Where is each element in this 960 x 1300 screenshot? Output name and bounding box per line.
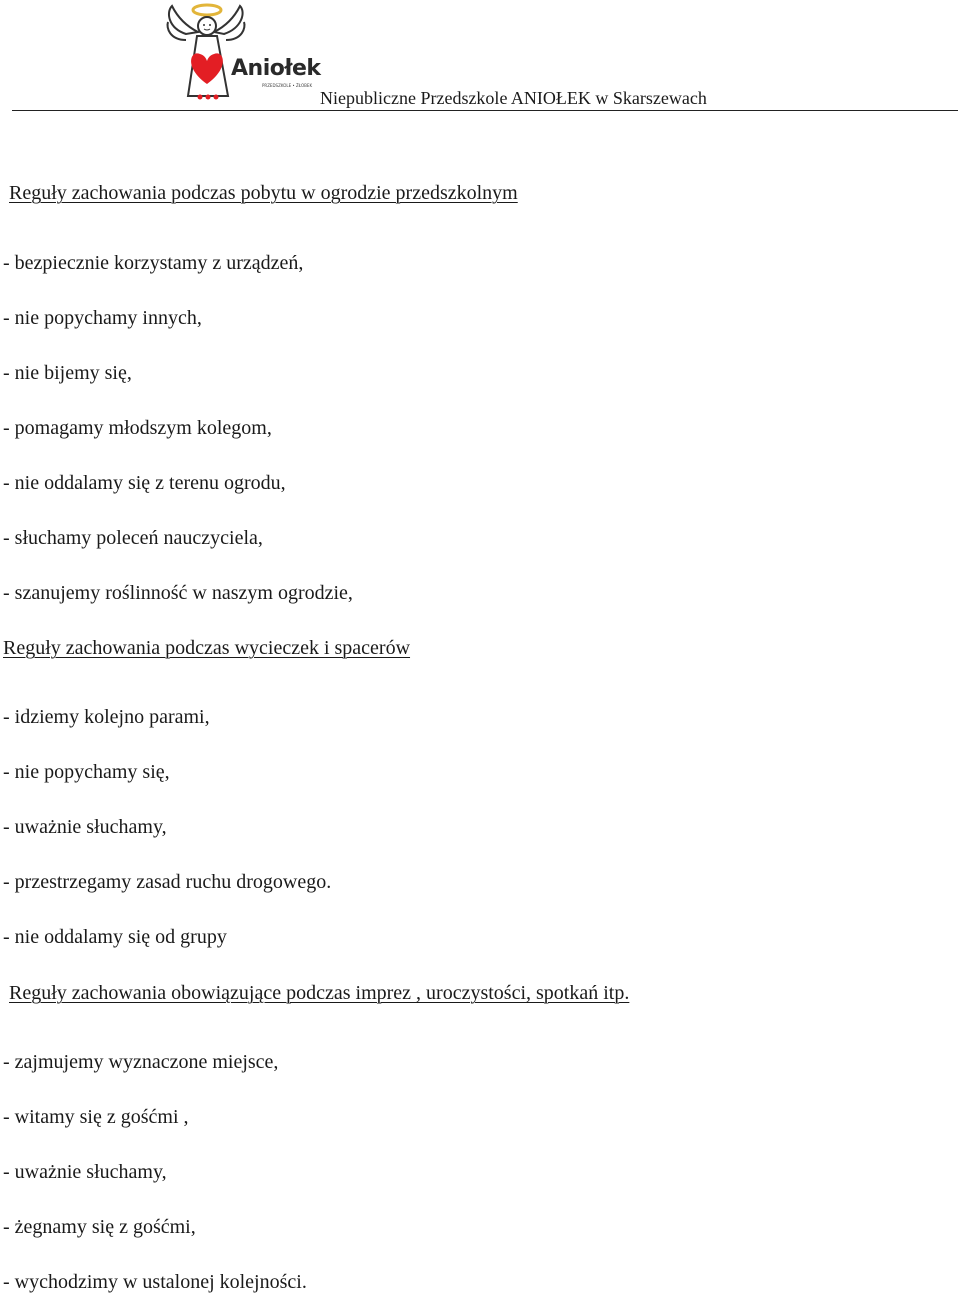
list-item: - witamy się z gośćmi , — [3, 1106, 189, 1128]
logo-subtext: PRZEDSZKOLE • ŻŁOBEK — [262, 83, 313, 88]
list-item: - idziemy kolejno parami, — [3, 706, 210, 728]
header-divider — [12, 110, 958, 111]
section-heading-garden: Reguły zachowania podczas pobytu w ogrodzie przedszkolnym — [9, 182, 518, 204]
logo — [164, 0, 324, 106]
list-item: - uważnie słuchamy, — [3, 1161, 167, 1183]
section-heading-trips: Reguły zachowania podczas wycieczek i spacerów — [3, 637, 411, 659]
list-item: - słuchamy poleceń nauczyciela, — [3, 527, 263, 549]
logo-text: Aniołek — [231, 56, 321, 81]
list-item: - nie popychamy innych, — [3, 307, 202, 329]
list-item: - przestrzegamy zasad ruchu drogowego. — [3, 871, 332, 893]
list-item: - nie popychamy się, — [3, 761, 170, 783]
list-item: - nie bijemy się, — [3, 362, 132, 384]
list-item: - pomagamy młodszym kolegom, — [3, 417, 272, 439]
list-item: - nie oddalamy się z terenu ogrodu, — [3, 472, 286, 494]
header-title: Niepubliczne Przedszkole ANIOŁEK w Skarszewach — [320, 88, 707, 108]
list-item: - bezpiecznie korzystamy z urządzeń, — [3, 252, 304, 274]
list-item: - szanujemy roślinność w naszym ogrodzie, — [3, 582, 353, 604]
list-item: - wychodzimy w ustalonej kolejności. — [3, 1271, 307, 1293]
angel-logo-icon — [164, 0, 324, 106]
list-item: - uważnie słuchamy, — [3, 816, 167, 838]
section-heading-events: Reguły zachowania obowiązujące podczas imprez , uroczystości, spotkań itp. — [9, 982, 630, 1004]
list-item: - żegnamy się z gośćmi, — [3, 1216, 196, 1238]
list-item: - nie oddalamy się od grupy — [3, 926, 227, 948]
list-item: - zajmujemy wyznaczone miejsce, — [3, 1051, 279, 1073]
